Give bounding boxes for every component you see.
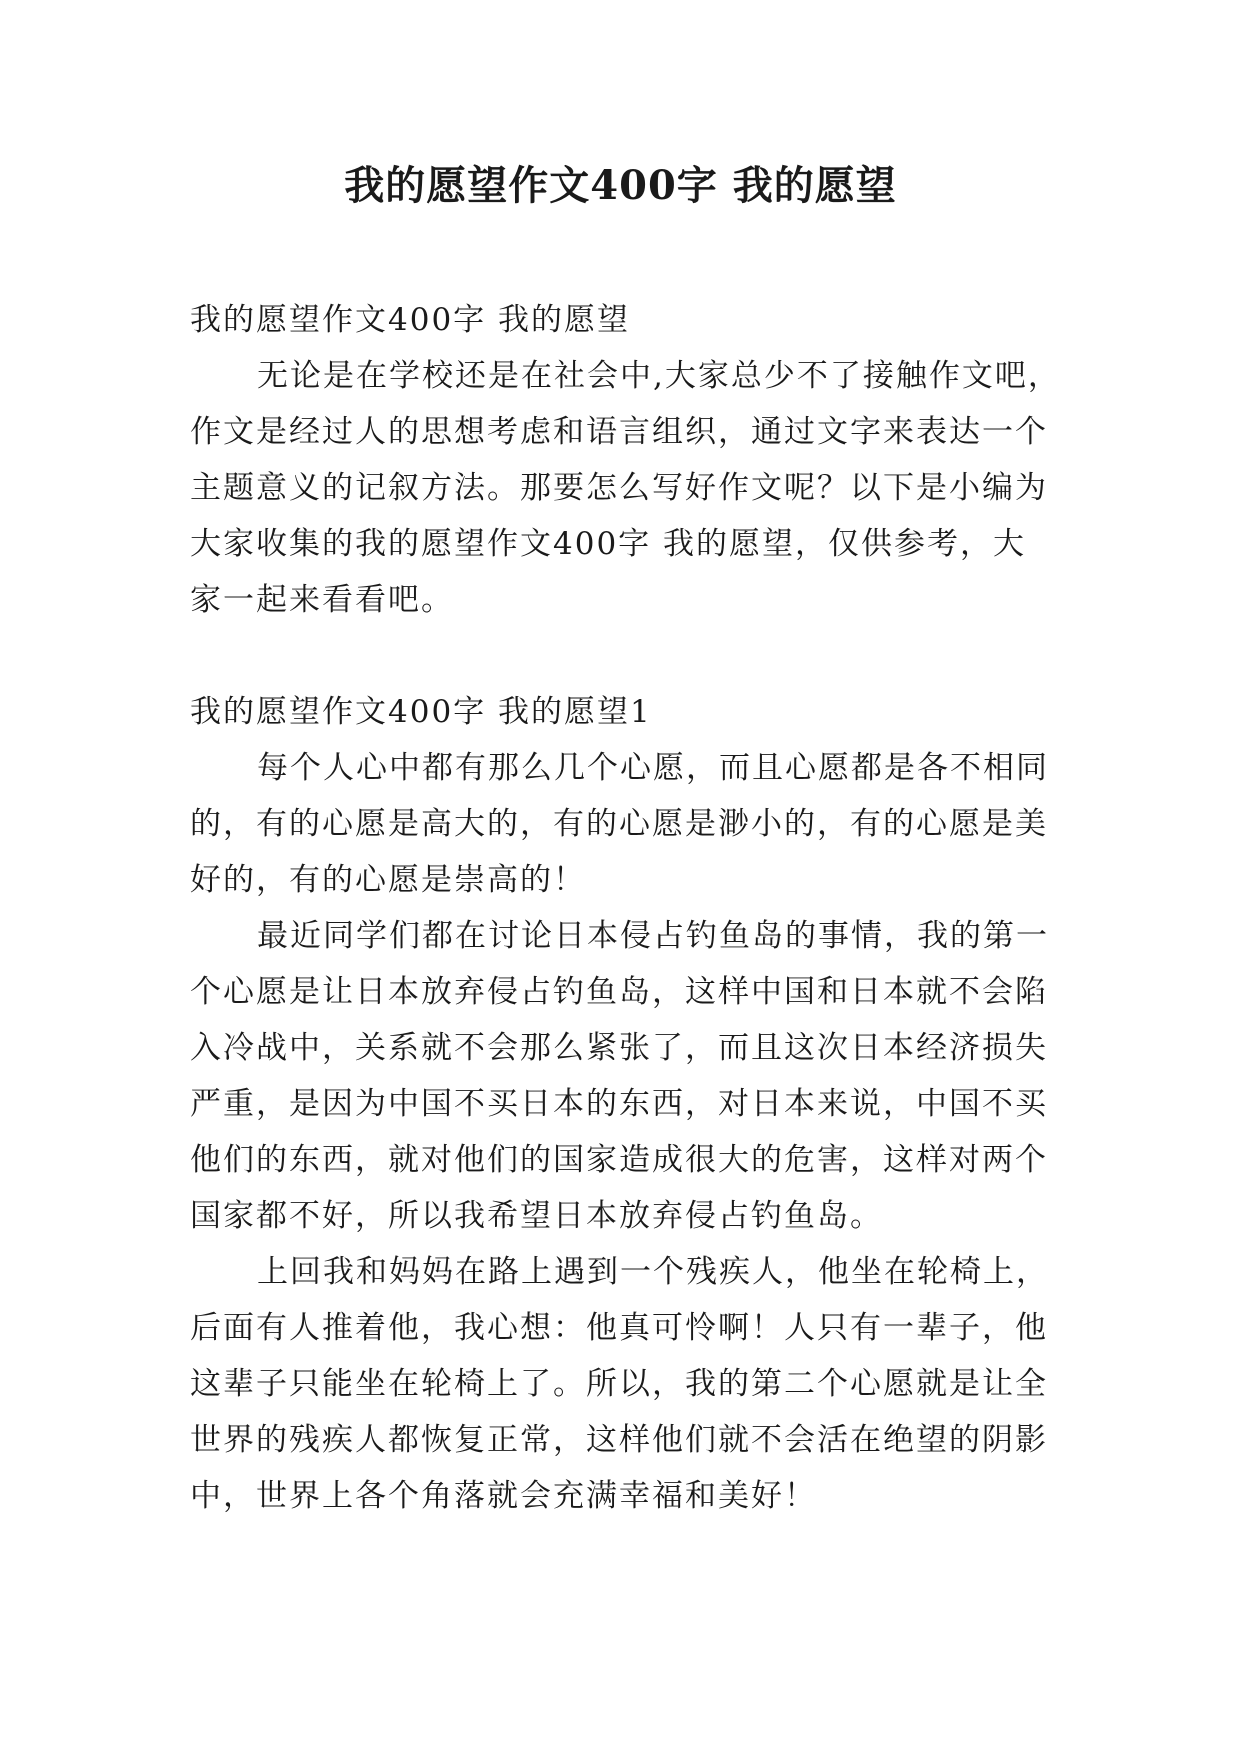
essay-paragraph-line: 的，有的心愿是高大的，有的心愿是渺小的，有的心愿是美 xyxy=(190,806,1048,842)
paragraph-spacer xyxy=(190,628,1052,684)
essay-paragraph-line: 每个人心中都有那么几个心愿，而且心愿都是各不相同 xyxy=(257,750,1049,786)
essay-paragraph-line: 个心愿是让日本放弃侵占钓鱼岛，这样中国和日本就不会陷 xyxy=(190,974,1048,1010)
essay-paragraph-line: 最近同学们都在讨论日本侵占钓鱼岛的事情，我的第一 xyxy=(257,918,1049,954)
essay-paragraph-line: 入冷战中，关系就不会那么紧张了，而且这次日本经济损失 xyxy=(190,1030,1048,1066)
essay-paragraph-line: 上回我和妈妈在路上遇到一个残疾人，他坐在轮椅上， xyxy=(257,1254,1049,1290)
intro-paragraph-line: 无论是在学校还是在社会中,大家总少不了接触作文吧， xyxy=(257,358,1061,394)
essay-paragraph-line: 后面有人推着他，我心想：他真可怜啊！人只有一辈子，他 xyxy=(190,1310,1048,1346)
essay-paragraph-line: 中，世界上各个角落就会充满幸福和美好！ xyxy=(190,1478,817,1514)
intro-heading: 我的愿望作文400字 我的愿望 xyxy=(190,302,631,338)
document-title: 我的愿望作文400字 我的愿望 xyxy=(344,162,897,209)
section-heading: 我的愿望作文400字 我的愿望1 xyxy=(190,694,652,730)
intro-paragraph-line: 大家收集的我的愿望作文400字 我的愿望，仅供参考，大 xyxy=(190,526,1027,562)
intro-paragraph-line: 家一起来看看吧。 xyxy=(190,582,454,618)
document-body xyxy=(190,292,1061,1524)
essay-paragraph-line: 好的，有的心愿是崇高的！ xyxy=(190,862,586,898)
essay-paragraph-line: 国家都不好，所以我希望日本放弃侵占钓鱼岛。 xyxy=(190,1198,883,1234)
intro-paragraph-line: 主题意义的记叙方法。那要怎么写好作文呢？以下是小编为 xyxy=(190,470,1048,506)
essay-paragraph-line: 严重，是因为中国不买日本的东西，对日本来说，中国不买 xyxy=(190,1086,1048,1122)
essay-paragraph-line: 他们的东西，就对他们的国家造成很大的危害，这样对两个 xyxy=(190,1142,1048,1178)
intro-paragraph-line: 作文是经过人的思想考虑和语言组织，通过文字来表达一个 xyxy=(190,414,1048,450)
essay-paragraph-line: 世界的残疾人都恢复正常，这样他们就不会活在绝望的阴影 xyxy=(190,1422,1048,1458)
essay-paragraph-line: 这辈子只能坐在轮椅上了。所以，我的第二个心愿就是让全 xyxy=(190,1366,1048,1402)
